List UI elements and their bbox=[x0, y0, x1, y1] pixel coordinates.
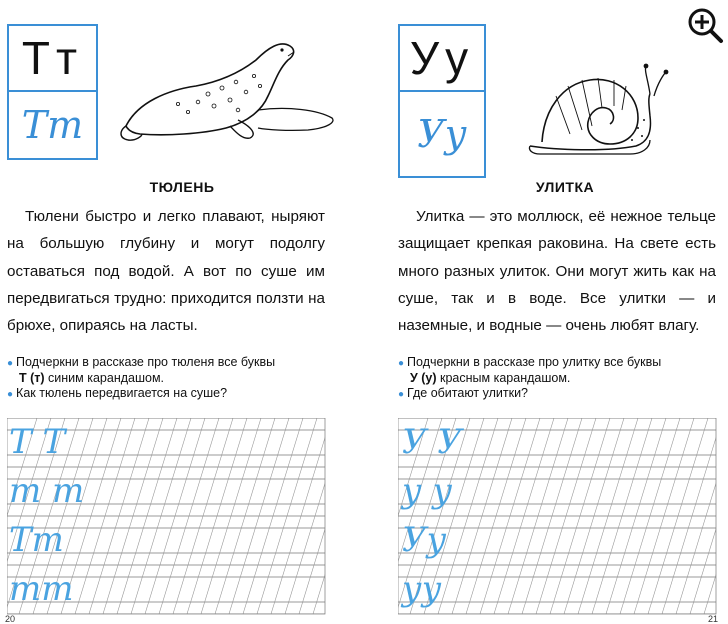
copy-row-4: уу bbox=[402, 569, 442, 609]
print-letters-u: Уу bbox=[400, 26, 484, 92]
copy-row-2: у у bbox=[402, 471, 453, 511]
copy-row-1: Т Т bbox=[9, 422, 66, 462]
copy-row-2: т т bbox=[9, 471, 85, 511]
copy-row-3: Тт bbox=[9, 520, 64, 560]
right-page bbox=[364, 0, 728, 624]
bullet-icon: ● bbox=[7, 389, 14, 400]
bullet-icon: ● bbox=[398, 389, 405, 400]
story-text: Тюлени быстро и легко плавают, ныряют на большую глубину и могут подолгу оставаться под водой. А вот по суше им передвигаться трудно: приходится ползти на брюхе, опираясь на ласты. bbox=[7, 208, 325, 335]
print-letters-t: Тт bbox=[9, 26, 96, 92]
task-item-1: ● Подчеркни в рассказе про тюленя все буквы bbox=[7, 355, 276, 369]
cursive-letters-u: Уу bbox=[417, 112, 467, 156]
copy-row-4: тт bbox=[9, 569, 74, 609]
task-item-1-cont: У (у) красным карандашом. bbox=[410, 371, 571, 385]
cursive-letters-t: Тт bbox=[21, 103, 84, 147]
story-title: УЛИТКА bbox=[535, 179, 595, 195]
copy-row-3: Уу bbox=[402, 520, 447, 560]
task-item-2: ● Как тюлень передвигается на суше? bbox=[7, 386, 228, 400]
task-list bbox=[398, 355, 724, 402]
letter-card-u bbox=[398, 24, 486, 178]
page-number: 20 bbox=[5, 614, 16, 624]
task-item-1: ● Подчеркни в рассказе про улитку все буквы bbox=[398, 355, 662, 369]
story-text: Улитка — это моллюск, её нежное тельце защищает крепкая раковина. На свете есть много разных улиток. Они могут жить как на суше, так и в воде. Все улитки — и наземные, и водные — очень любят влагу. bbox=[398, 208, 716, 335]
task-list bbox=[7, 355, 337, 402]
zoom-in-icon[interactable] bbox=[686, 6, 724, 44]
copy-row-1: У У bbox=[402, 422, 462, 462]
page-number: 21 bbox=[708, 614, 719, 624]
snail-illustration bbox=[526, 36, 676, 166]
task-letters: У (у) bbox=[410, 371, 437, 385]
handwriting-grid-left[interactable] bbox=[7, 418, 327, 616]
letter-card-t bbox=[7, 24, 98, 160]
seal-illustration bbox=[118, 30, 338, 150]
task-letters: Т (т) bbox=[19, 371, 45, 385]
bullet-icon: ● bbox=[398, 358, 405, 369]
story-title: ТЮЛЕНЬ bbox=[149, 179, 215, 195]
handwriting-grid-right[interactable] bbox=[398, 418, 718, 616]
bullet-icon: ● bbox=[7, 358, 14, 369]
task-item-1-cont: Т (т) синим карандашом. bbox=[19, 371, 165, 385]
task-item-2: ● Где обитают улитки? bbox=[398, 386, 529, 400]
